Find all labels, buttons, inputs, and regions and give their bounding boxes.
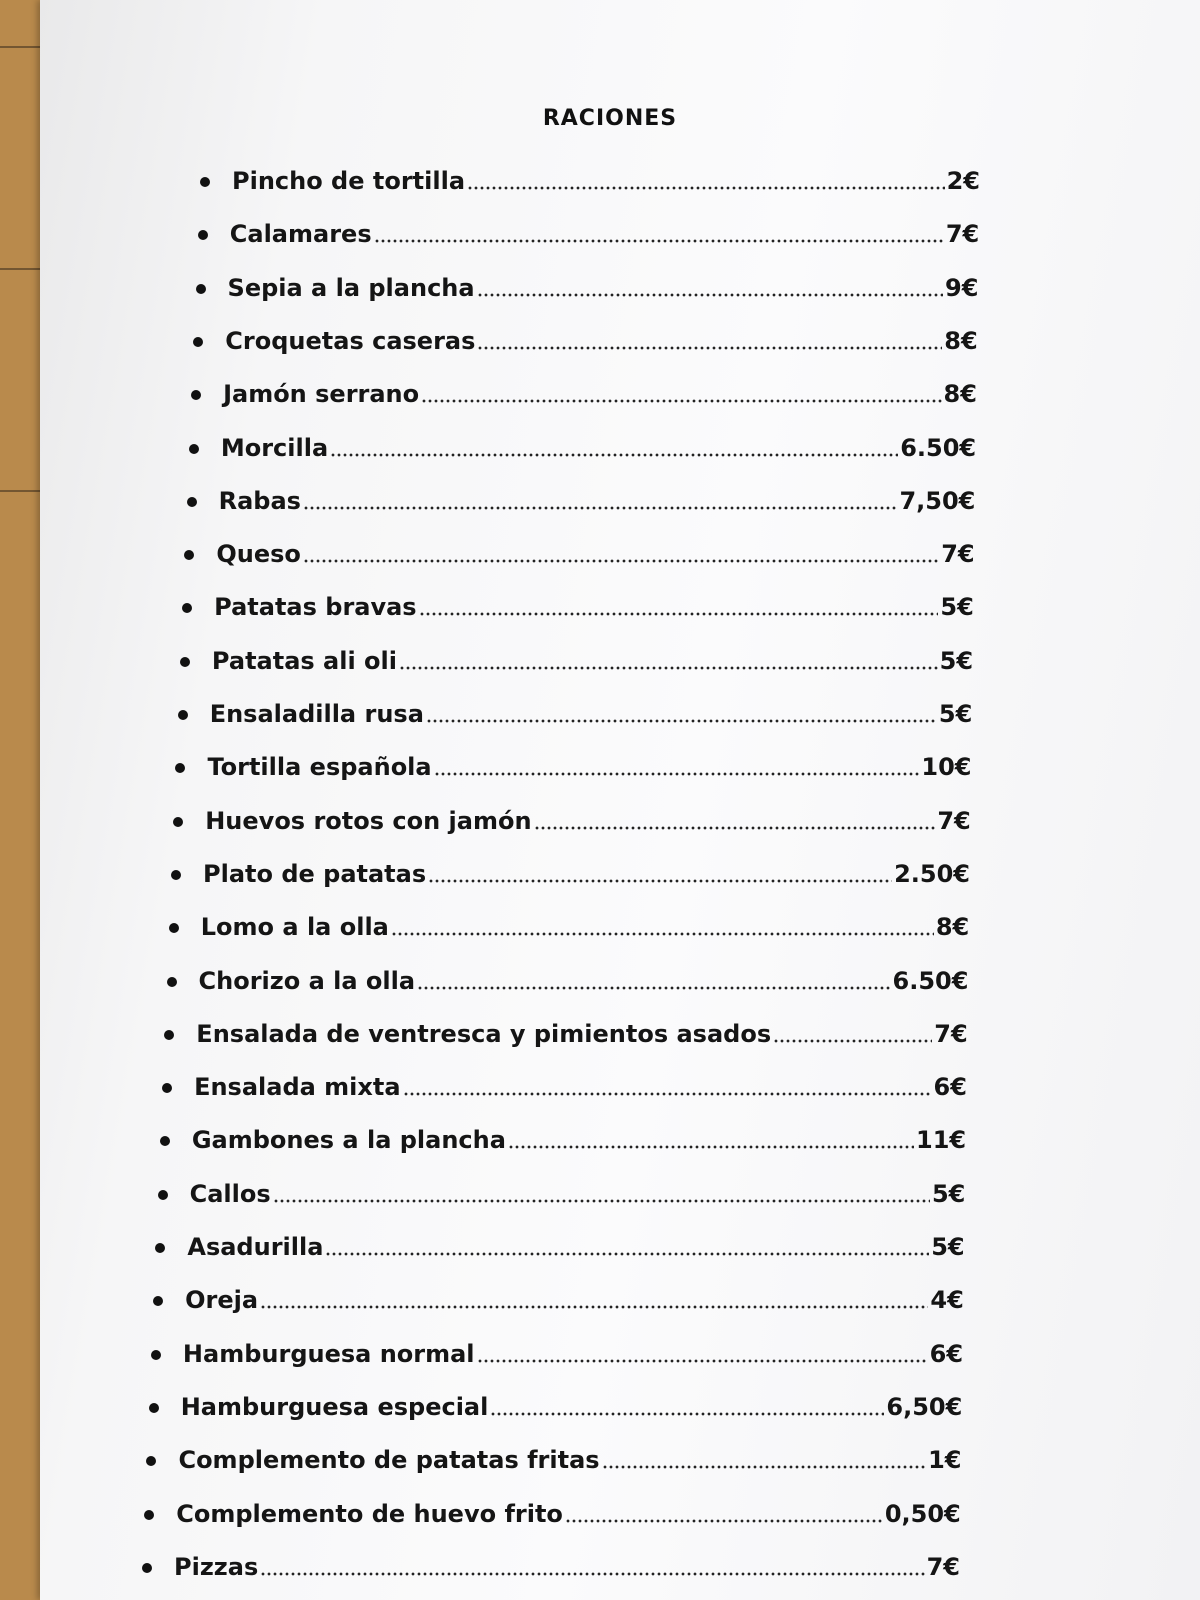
menu-item-price: 2€: [946, 167, 980, 195]
menu-item: [169, 908, 969, 942]
bullet-icon: [144, 1510, 154, 1520]
dot-leader: [391, 932, 934, 936]
menu-item-price: 5€: [940, 593, 974, 622]
menu-item-name: Lomo a la olla: [200, 913, 389, 942]
dot-leader: [426, 719, 937, 723]
menu-item-price: 5€: [938, 700, 973, 728]
menu-item: [142, 1548, 960, 1582]
menu-item-name: Tortilla española: [207, 753, 432, 782]
menu-item-name: Complemento de huevo frito: [176, 1499, 563, 1528]
bullet-icon: [175, 763, 185, 773]
menu-item-price: 11€: [916, 1126, 967, 1155]
bullet-icon: [149, 1403, 159, 1413]
menu-item-price: 5€: [939, 646, 974, 675]
menu-item-name: Pizzas: [174, 1552, 259, 1581]
menu-item: [158, 1175, 966, 1209]
menu-item-price: 6€: [929, 1339, 964, 1368]
menu-item: [189, 429, 976, 463]
bullet-icon: [184, 550, 194, 560]
menu-item-price: 8€: [944, 326, 978, 355]
menu-item-name: Oreja: [185, 1286, 259, 1315]
bullet-icon: [155, 1243, 165, 1253]
dot-leader: [565, 1519, 883, 1523]
menu-item: [187, 482, 976, 516]
menu-item-price: 10€: [921, 753, 972, 782]
bullet-icon: [200, 177, 210, 187]
dot-leader: [477, 293, 943, 297]
dot-leader: [534, 826, 936, 830]
menu-item-name: Ensalada mixta: [194, 1073, 401, 1102]
dot-leader: [399, 666, 938, 670]
bullet-icon: [142, 1563, 152, 1573]
dot-leader: [602, 1465, 927, 1469]
dot-leader: [434, 772, 920, 776]
bullet-icon: [191, 390, 201, 400]
menu-item: [160, 1121, 966, 1155]
menu-item-price: 7€: [934, 1019, 968, 1048]
dot-leader: [428, 879, 892, 883]
dot-leader: [260, 1572, 924, 1576]
bullet-icon: [171, 870, 181, 880]
menu-item-name: Calamares: [229, 220, 372, 249]
bullet-icon: [146, 1456, 156, 1466]
dot-leader: [508, 1145, 914, 1149]
menu-item-name: Patatas bravas: [214, 593, 417, 622]
dot-leader: [773, 1039, 932, 1043]
menu-item: [171, 855, 970, 889]
dot-leader: [477, 346, 942, 350]
dot-leader: [325, 1252, 929, 1256]
bullet-icon: [167, 977, 177, 987]
menu-item-name: Jamón serrano: [223, 380, 420, 409]
menu-item-name: Queso: [216, 540, 301, 569]
menu-item-price: 1€: [928, 1446, 962, 1475]
menu-item-price: 6.50€: [900, 433, 977, 462]
menu-item: [191, 375, 977, 409]
dot-leader: [330, 453, 898, 457]
bullet-icon: [187, 497, 197, 507]
menu-item-name: Callos: [189, 1179, 271, 1208]
menu-item-price: 5€: [931, 1179, 966, 1208]
menu-item: [162, 1068, 967, 1102]
menu-title: RACIONES: [542, 106, 678, 131]
menu-item: [144, 1495, 961, 1529]
bullet-icon: [153, 1296, 163, 1306]
menu-item: [155, 1228, 964, 1262]
bullet-icon: [198, 230, 208, 240]
bullet-icon: [162, 1083, 172, 1093]
dot-leader: [303, 506, 898, 510]
menu-item-price: 7,50€: [899, 486, 976, 515]
menu-item-price: 6€: [933, 1073, 967, 1102]
menu-item-price: 7€: [926, 1552, 960, 1581]
bullet-icon: [164, 1030, 174, 1040]
menu-item: [200, 162, 980, 196]
menu-item-price: 0,50€: [884, 1499, 961, 1528]
menu-item: [198, 215, 979, 249]
menu-item-name: Sepia a la plancha: [227, 273, 475, 302]
dot-leader: [421, 399, 941, 403]
menu-item: [173, 802, 971, 836]
menu-item-price: 7€: [937, 806, 971, 835]
menu-item: [149, 1388, 963, 1422]
menu-item: [178, 695, 973, 729]
menu-item: [182, 588, 974, 622]
menu-item-name: Patatas ali oli: [211, 646, 397, 675]
bullet-icon: [193, 337, 203, 347]
bullet-icon: [151, 1350, 161, 1360]
menu-item-name: Asadurilla: [187, 1233, 324, 1261]
bullet-icon: [180, 657, 190, 667]
menu-item: [167, 962, 969, 996]
bullet-icon: [196, 284, 206, 294]
menu-item-name: Chorizo a la olla: [198, 966, 416, 995]
menu-item-price: 7€: [945, 220, 980, 249]
menu-item-name: Hamburguesa especial: [180, 1392, 489, 1421]
menu-item-price: 6.50€: [892, 966, 969, 995]
menu-item-name: Ensaladilla rusa: [209, 700, 424, 728]
menu-item-price: 8€: [943, 380, 977, 409]
dot-leader: [490, 1412, 884, 1416]
menu-item-name: Ensalada de ventresca y pimientos asados: [196, 1019, 772, 1048]
menu-item-name: Croquetas caseras: [225, 326, 476, 355]
bullet-icon: [189, 444, 199, 454]
menu-item-price: 5€: [931, 1233, 965, 1261]
bullet-icon: [173, 817, 183, 827]
dot-leader: [477, 1359, 928, 1363]
menu-item: [153, 1281, 964, 1315]
dot-leader: [417, 986, 890, 990]
menu-item-name: Morcilla: [220, 433, 329, 462]
menu-item-name: Plato de patatas: [203, 859, 427, 888]
menu-item-name: Complemento de patatas fritas: [178, 1446, 600, 1475]
menu-item: [184, 535, 974, 569]
menu-item: [146, 1441, 961, 1475]
dot-leader: [403, 1092, 932, 1096]
menu-item-name: Pincho de tortilla: [232, 167, 466, 195]
menu-item-name: Huevos rotos con jamón: [205, 806, 532, 835]
bullet-icon: [182, 603, 192, 613]
menu-item: [180, 642, 973, 676]
menu-item-price: 9€: [945, 273, 979, 302]
bullet-icon: [169, 923, 179, 933]
menu-item: [151, 1335, 963, 1369]
bullet-icon: [178, 710, 188, 720]
menu-item-price: 6,50€: [886, 1392, 963, 1421]
menu-sheet: [40, 0, 1200, 1600]
menu-item-price: 8€: [935, 913, 970, 942]
menu-item: [175, 748, 971, 782]
bullet-icon: [158, 1190, 168, 1200]
menu-item: [193, 322, 977, 356]
dot-leader: [467, 186, 945, 190]
menu-item-price: 4€: [930, 1286, 964, 1315]
dot-leader: [374, 239, 944, 243]
menu-item-price: 7€: [941, 540, 975, 569]
dot-leader: [419, 612, 939, 616]
dot-leader: [303, 559, 939, 563]
menu-item-name: Hamburguesa normal: [182, 1339, 475, 1368]
menu-item: [196, 269, 979, 303]
dot-leader: [273, 1199, 930, 1203]
dot-leader: [260, 1305, 928, 1309]
menu-item-price: 2.50€: [894, 859, 970, 888]
menu-item-name: Rabas: [218, 486, 301, 515]
menu-item: [164, 1015, 967, 1049]
menu-item-name: Gambones a la plancha: [191, 1126, 506, 1155]
bullet-icon: [160, 1136, 170, 1146]
